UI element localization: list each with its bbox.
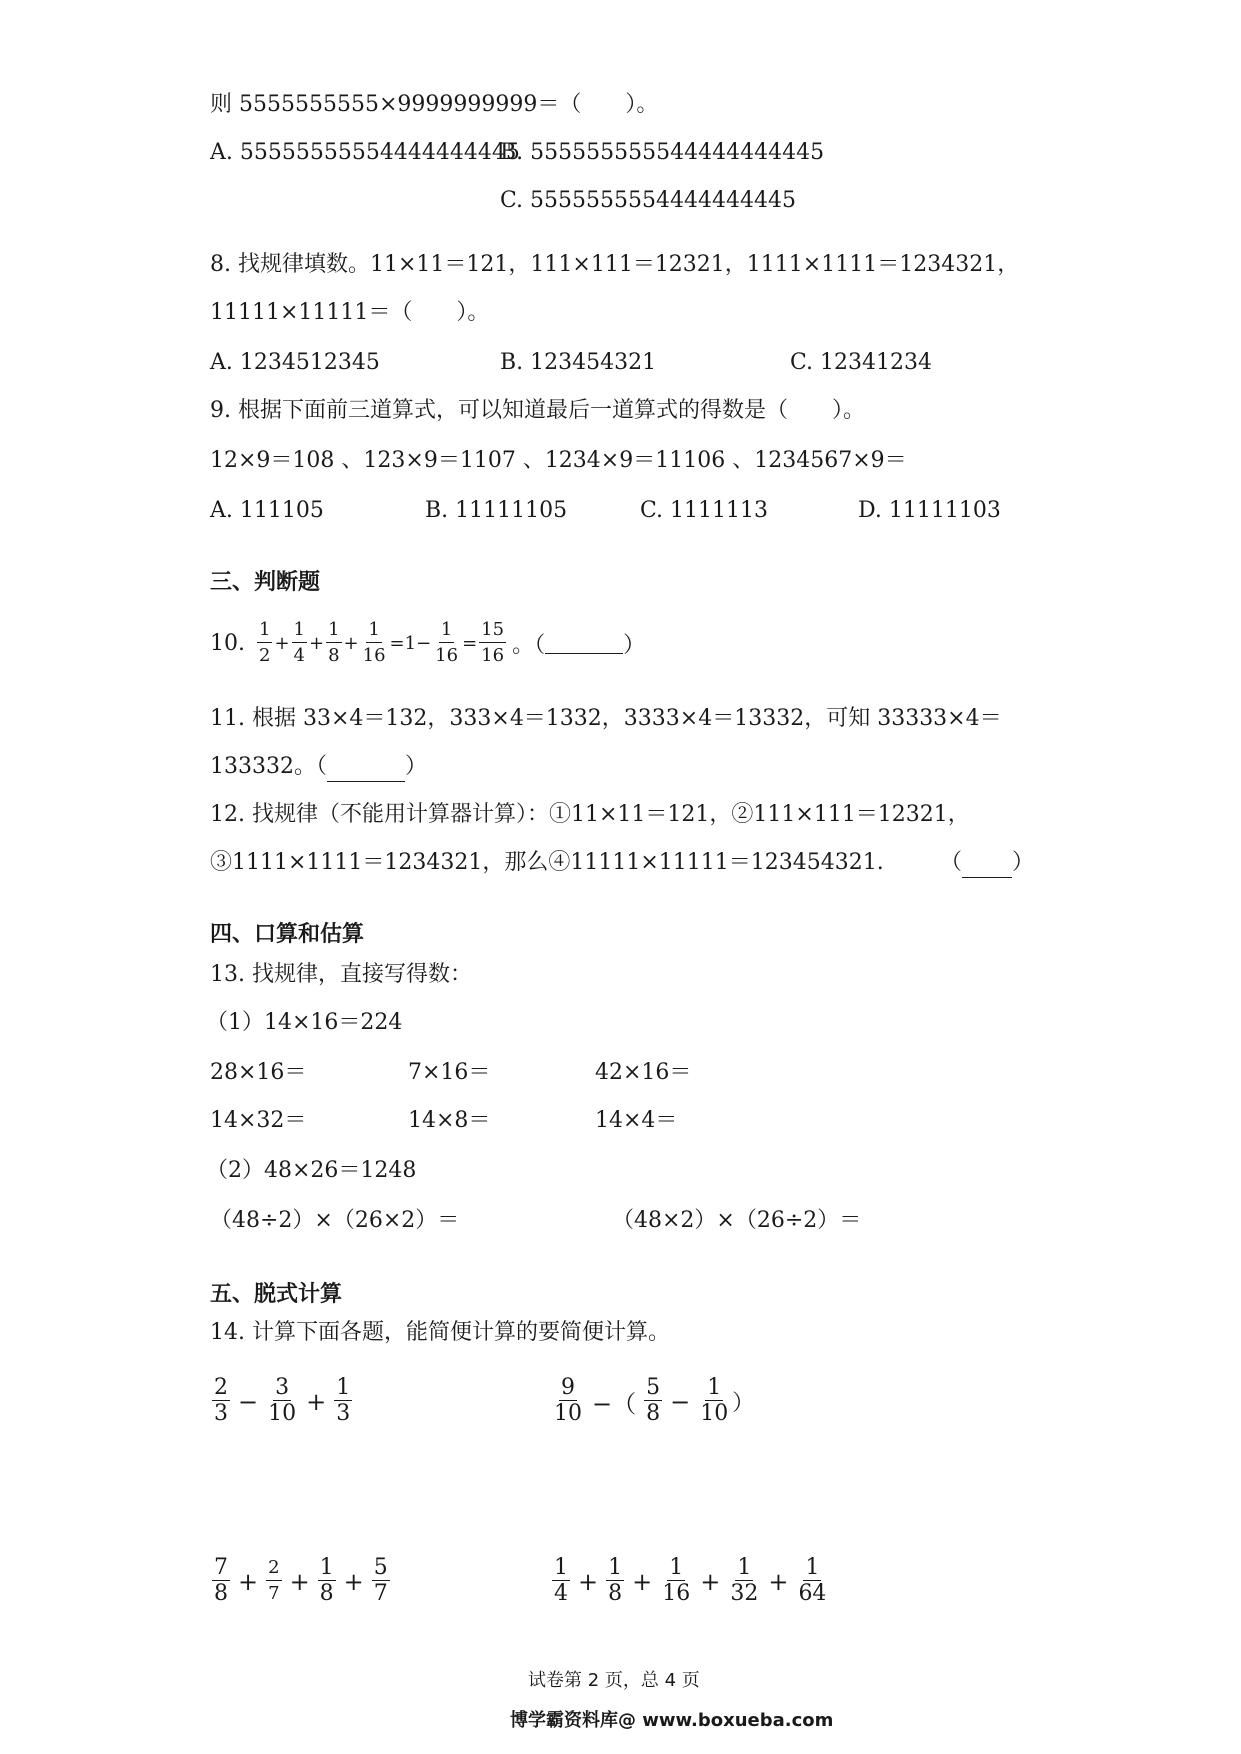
fraction — [292, 618, 307, 669]
q13-line1: 13. 找规律，直接写得数： — [210, 962, 472, 987]
page-footer: 试卷第 2 页，总 4 页 — [528, 1670, 700, 1691]
fraction — [728, 1556, 760, 1607]
numerator: 7 — [214, 1555, 228, 1580]
numerator: 5 — [373, 1555, 388, 1580]
denominator: 3 — [336, 1401, 351, 1426]
denominator: 10 — [268, 1401, 297, 1426]
q13-r3-c2: （48×2）×（26÷2）＝ — [612, 1208, 862, 1233]
q9-option-d: D. 11111103 — [858, 498, 1001, 523]
numerator: 3 — [275, 1375, 290, 1400]
numerator: 2 — [266, 1556, 281, 1581]
q9-option-a: A. 111105 — [210, 498, 324, 523]
numerator: 1 — [669, 1555, 684, 1580]
fraction — [257, 618, 272, 669]
fraction — [266, 1376, 298, 1427]
q8-option-b: B. 123454321 — [500, 350, 657, 375]
denominator: 8 — [608, 1581, 623, 1606]
fraction — [212, 1376, 230, 1427]
fraction — [796, 1556, 828, 1607]
operator: + — [343, 1567, 364, 1596]
q7-option-a: A. 55555555554444444445 — [210, 140, 520, 165]
q14-expression-1 — [210, 1376, 354, 1427]
operator: + — [238, 1567, 259, 1596]
fraction — [266, 1556, 281, 1607]
q13-r1-c2: 7×16＝ — [408, 1060, 491, 1085]
numerator: 1 — [805, 1555, 820, 1580]
q7-option-c: C. 5555555554444444445 — [500, 188, 796, 213]
q13-part2: （2）48×26＝1248 — [206, 1158, 417, 1183]
numerator: 1 — [366, 618, 381, 643]
operator: + — [700, 1567, 721, 1596]
denominator: 7 — [268, 1583, 280, 1604]
numerator: 1 — [319, 1555, 334, 1580]
answer-blank[interactable] — [962, 857, 1012, 878]
numerator: 9 — [561, 1375, 575, 1400]
q10-close: ） — [623, 633, 646, 658]
fraction — [372, 1556, 390, 1607]
numerator: 1 — [439, 618, 454, 643]
q12-answer — [940, 848, 1034, 878]
denominator: 8 — [646, 1401, 661, 1426]
denominator: 3 — [214, 1401, 228, 1426]
operator: − — [238, 1387, 259, 1416]
q8-line2: 11111×11111＝（ ）。 — [210, 300, 490, 325]
numerator: 1 — [292, 618, 307, 643]
q8-option-c: C. 12341234 — [790, 350, 933, 375]
q13-r3-c1: （48÷2）×（26×2）＝ — [210, 1208, 460, 1233]
q10-number: 10. — [210, 631, 245, 656]
denominator: 8 — [328, 645, 340, 666]
fraction — [212, 1556, 230, 1607]
numerator: 1 — [554, 1555, 568, 1580]
operator: + — [578, 1567, 599, 1596]
q9-option-c: C. 1111113 — [640, 498, 769, 523]
q12-line2: ③1111×1111＝1234321，那么④11111×11111＝123454321. — [210, 850, 884, 875]
q12-line1: 12. 找规律（不能用计算器计算）：①11×11＝121，②111×111＝12321， — [210, 802, 970, 827]
q9-option-b: B. 11111105 — [425, 498, 568, 523]
q14-expression-3 — [210, 1556, 392, 1607]
denominator: 4 — [554, 1581, 568, 1606]
denominator: 16 — [481, 645, 505, 666]
denominator: 64 — [798, 1581, 827, 1606]
numerator: 1 — [737, 1555, 752, 1580]
fraction — [326, 618, 341, 669]
fraction — [552, 1556, 570, 1607]
denominator: 16 — [435, 645, 459, 666]
q13-r2-c3: 14×4＝ — [595, 1108, 678, 1133]
q13-r2-c1: 14×32＝ — [210, 1108, 307, 1133]
fraction — [644, 1376, 662, 1427]
numerator: 1 — [257, 618, 272, 643]
answer-blank[interactable] — [327, 761, 405, 782]
site-watermark: 博学霸资料库@ www.boxueba.com — [510, 1710, 834, 1731]
q12-close: ） — [1012, 850, 1035, 875]
denominator: 2 — [259, 645, 271, 666]
operator: + — [768, 1567, 789, 1596]
numerator: 1 — [608, 1555, 623, 1580]
q13-part1: （1）14×16＝224 — [206, 1010, 403, 1035]
denominator: 10 — [554, 1401, 582, 1426]
numerator: 15 — [479, 618, 506, 643]
fraction — [479, 618, 506, 669]
q11-text: 133332。（ — [210, 754, 327, 779]
fraction — [660, 1556, 692, 1607]
q10-line: 10. $\frac{1}{2}$ + $\frac{1}{4}$ + $\frac{1}{8}$ + $\frac{1}{16}$ =1− $\frac{1}{16}$ = $\frac{15}{16}$ 。（ ） — [210, 618, 645, 669]
fraction — [361, 618, 388, 669]
q10-tail: 。（ — [512, 633, 546, 658]
operator: − — [670, 1387, 691, 1416]
q9-line2: 12×9＝108 、123×9＝1107 、1234×9＝11106 、1234567×9＝ — [210, 448, 907, 473]
q7-line: 则 5555555555×9999999999＝（ ）。 — [210, 92, 659, 117]
denominator: 10 — [700, 1401, 729, 1426]
q13-r2-c2: 14×8＝ — [408, 1108, 491, 1133]
section-title-judgement: 三、判断题 — [210, 570, 321, 595]
q14-expression-4 — [550, 1556, 830, 1607]
fraction — [698, 1376, 730, 1427]
q11-line1: 11. 根据 33×4＝132，333×4＝1332，3333×4＝13332，可知 33333×4＝ — [210, 706, 1002, 731]
fraction — [606, 1556, 624, 1607]
denominator: 7 — [373, 1581, 388, 1606]
denominator: 8 — [214, 1581, 228, 1606]
fraction — [318, 1556, 336, 1607]
equals-text: =1− — [389, 633, 432, 654]
q13-r1-c1: 28×16＝ — [210, 1060, 307, 1085]
q8-option-a: A. 1234512345 — [210, 350, 380, 375]
numerator: 5 — [646, 1375, 661, 1400]
q13-r1-c3: 42×16＝ — [595, 1060, 692, 1085]
q11-close: ） — [404, 754, 427, 779]
fraction — [433, 618, 460, 669]
q9-line1: 9. 根据下面前三道算式，可以知道最后一道算式的得数是（ ）。 — [210, 398, 865, 423]
fraction — [552, 1376, 584, 1427]
q11-line2 — [210, 752, 427, 782]
numerator: 1 — [707, 1375, 722, 1400]
denominator: 16 — [362, 645, 386, 666]
paren-close: ） — [732, 1391, 755, 1416]
operator: + — [289, 1567, 310, 1596]
q12-open: （ — [940, 850, 963, 875]
q7-option-b: B. 555555555544444444445 — [500, 140, 825, 165]
operator: −（ — [592, 1390, 637, 1418]
numerator: 2 — [214, 1375, 228, 1400]
operator: + — [306, 1387, 327, 1416]
answer-blank[interactable] — [545, 633, 623, 654]
numerator: 1 — [336, 1375, 351, 1400]
fraction — [334, 1376, 352, 1427]
denominator: 4 — [293, 645, 305, 666]
equals-text: = — [462, 633, 478, 654]
denominator: 32 — [730, 1581, 759, 1606]
q8-line1: 8. 找规律填数。11×11＝121，111×111＝12321，1111×1111＝1234321， — [210, 252, 1020, 277]
denominator: 16 — [662, 1581, 691, 1606]
denominator: 8 — [319, 1581, 334, 1606]
operator: + — [632, 1567, 653, 1596]
numerator: 1 — [326, 618, 341, 643]
q14-expression-2 — [550, 1376, 754, 1427]
section-title-calculation: 五、脱式计算 — [210, 1282, 343, 1307]
q14-line1: 14. 计算下面各题，能简便计算的要简便计算。 — [210, 1320, 670, 1345]
section-title-mental-math: 四、口算和估算 — [210, 922, 365, 947]
